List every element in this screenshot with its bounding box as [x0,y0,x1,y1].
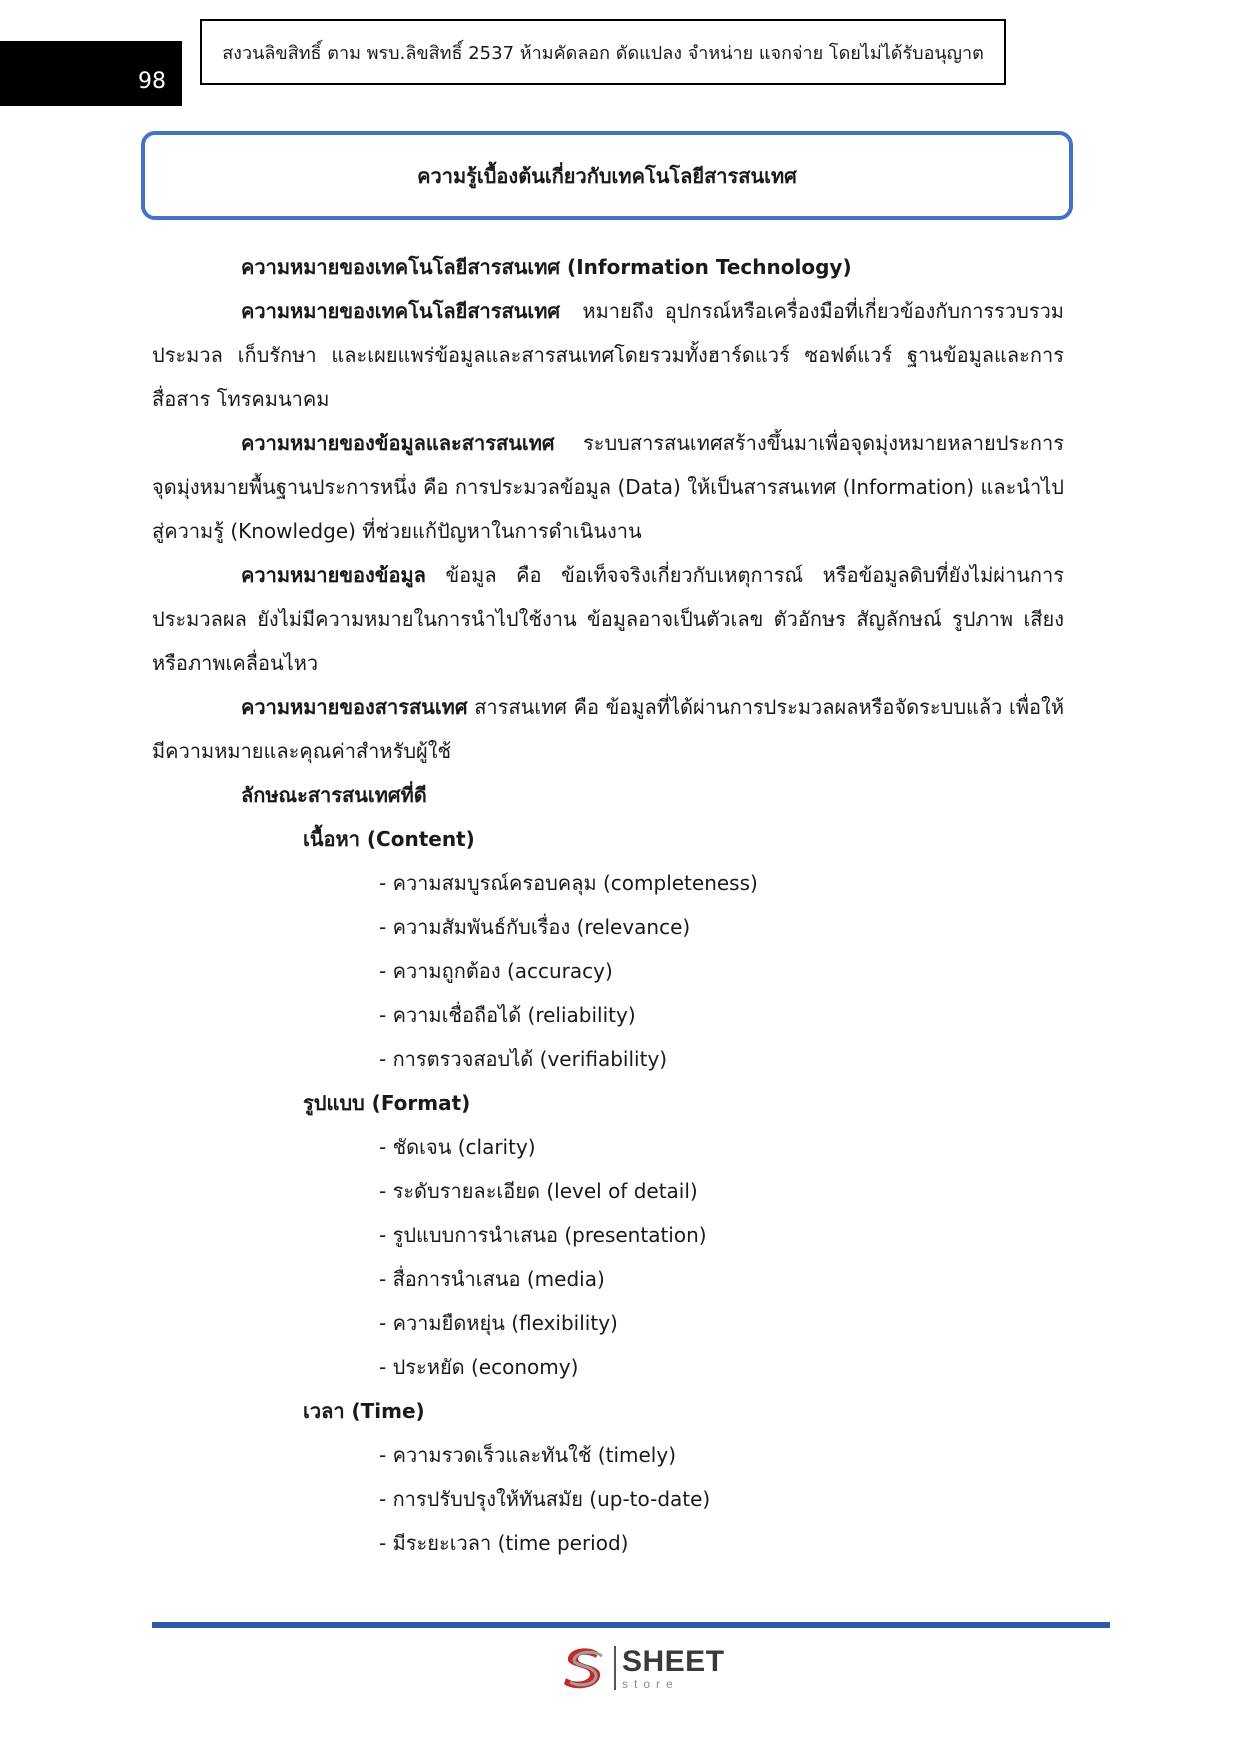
paragraph-data-definition [152,553,1064,685]
group-heading-time: เวลา (Time) [303,1399,425,1423]
list-item: - สื่อการนำเสนอ (media) [379,1267,605,1291]
list-item: - ความรวดเร็วและทันใช้ (timely) [379,1443,676,1467]
list-item: - ประหยัด (economy) [379,1355,579,1379]
paragraph-term: ความหมายของสารสนเทศ [241,695,468,719]
page-number: 98 [138,69,166,94]
paragraph-term: ความหมายของข้อมูลและสารสนเทศ [241,431,555,455]
list-item: - มีระยะเวลา (time period) [379,1531,629,1555]
paragraph-text: สารสนเทศ คือ ข้อมูลที่ได้ผ่านการประมวลผลหรือจัดระบบแล้ว เพื่อให้มีความหมายและคุณค่าสำหรับผู้ใช้ [152,695,1065,763]
content-list [152,861,1064,1081]
list-item: - ความสัมพันธ์กับเรื่อง (relevance) [379,915,691,939]
logo-text [622,1644,725,1691]
group-heading-content: เนื้อหา (Content) [303,827,475,851]
time-list [152,1433,1064,1565]
paragraph-it-definition [152,289,1064,421]
paragraph-data-information [152,421,1064,553]
list-item: - รูปแบบการนำเสนอ (presentation) [379,1223,707,1247]
qualities-heading: ลักษณะสารสนเทศที่ดี [241,783,427,807]
logo-separator [614,1646,616,1690]
group-heading-format: รูปแบบ (Format) [303,1091,471,1115]
paragraph-information-definition [152,685,1064,773]
list-item: - ความถูกต้อง (accuracy) [379,959,613,983]
list-item: - การตรวจสอบได้ (verifiability) [379,1047,668,1071]
page-title: ความรู้เบื้องต้นเกี่ยวกับเทคโนโลยีสารสนเทศ [141,131,1073,220]
list-item: - ความสมบูรณ์ครอบคลุม (completeness) [379,871,758,895]
document-body [152,245,1064,1565]
footer-divider [152,1622,1110,1628]
copyright-notice: สงวนลิขสิทธิ์ ตาม พรบ.ลิขสิทธิ์ 2537 ห้ามคัดลอก ดัดแปลง จำหน่าย แจกจ่าย โดยไม่ได้รับอนุญาต [200,19,1006,85]
paragraph-text: ระบบสารสนเทศสร้างขึ้นมาเพื่อจุดมุ่งหมายหลายประการจุดมุ่งหมายพื้นฐานประการหนึ่ง คือ การประมวลข้อมูล (Data) ให้เป็นสารสนเทศ (Information) และนำไปสู่ความรู้ (Knowledge) ที่ช่วยแก้ปัญหาในการดำเนินงาน [152,431,1064,543]
logo-sub-text: store [622,1676,679,1691]
section-heading: ความหมายของเทคโนโลยีสารสนเทศ (Information Technology) [241,255,852,279]
sheet-store-logo-icon [560,1644,606,1692]
list-item: - ชัดเจน (clarity) [379,1135,536,1159]
list-item: - การปรับปรุงให้ทันสมัย (up-to-date) [379,1487,711,1511]
list-item: - ระดับรายละเอียด (level of detail) [379,1179,698,1203]
paragraph-text: หมายถึง อุปกรณ์หรือเครื่องมือที่เกี่ยวข้องกับการรวบรวมประมวล เก็บรักษา และเผยแพร่ข้อมูลและสารสนเทศโดยรวมทั้งฮาร์ดแวร์ ซอฟต์แวร์ ฐานข้อมูลและการสื่อสาร โทรคมนาคม [152,299,1064,411]
paragraph-text: ข้อมูล คือ ข้อเท็จจริงเกี่ยวกับเหตุการณ์ หรือข้อมูลดิบที่ยังไม่ผ่านการประมวลผล ยังไม่มีความหมายในการนำไปใช้งาน ข้อมูลอาจเป็นตัวเลข ตัวอักษร สัญลักษณ์ รูปภาพ เสียง หรือภาพเคลื่อนไหว [152,563,1065,675]
list-item: - ความเชื่อถือได้ (reliability) [379,1003,636,1027]
paragraph-term: ความหมายของเทคโนโลยีสารสนเทศ [241,299,561,323]
format-list [152,1125,1064,1389]
page-number-box [0,41,182,106]
logo-main-text: SHEET [622,1644,725,1678]
paragraph-term: ความหมายของข้อมูล [241,563,426,587]
list-item: - ความยืดหยุ่น (flexibility) [379,1311,618,1335]
sheet-store-logo [560,1644,725,1692]
